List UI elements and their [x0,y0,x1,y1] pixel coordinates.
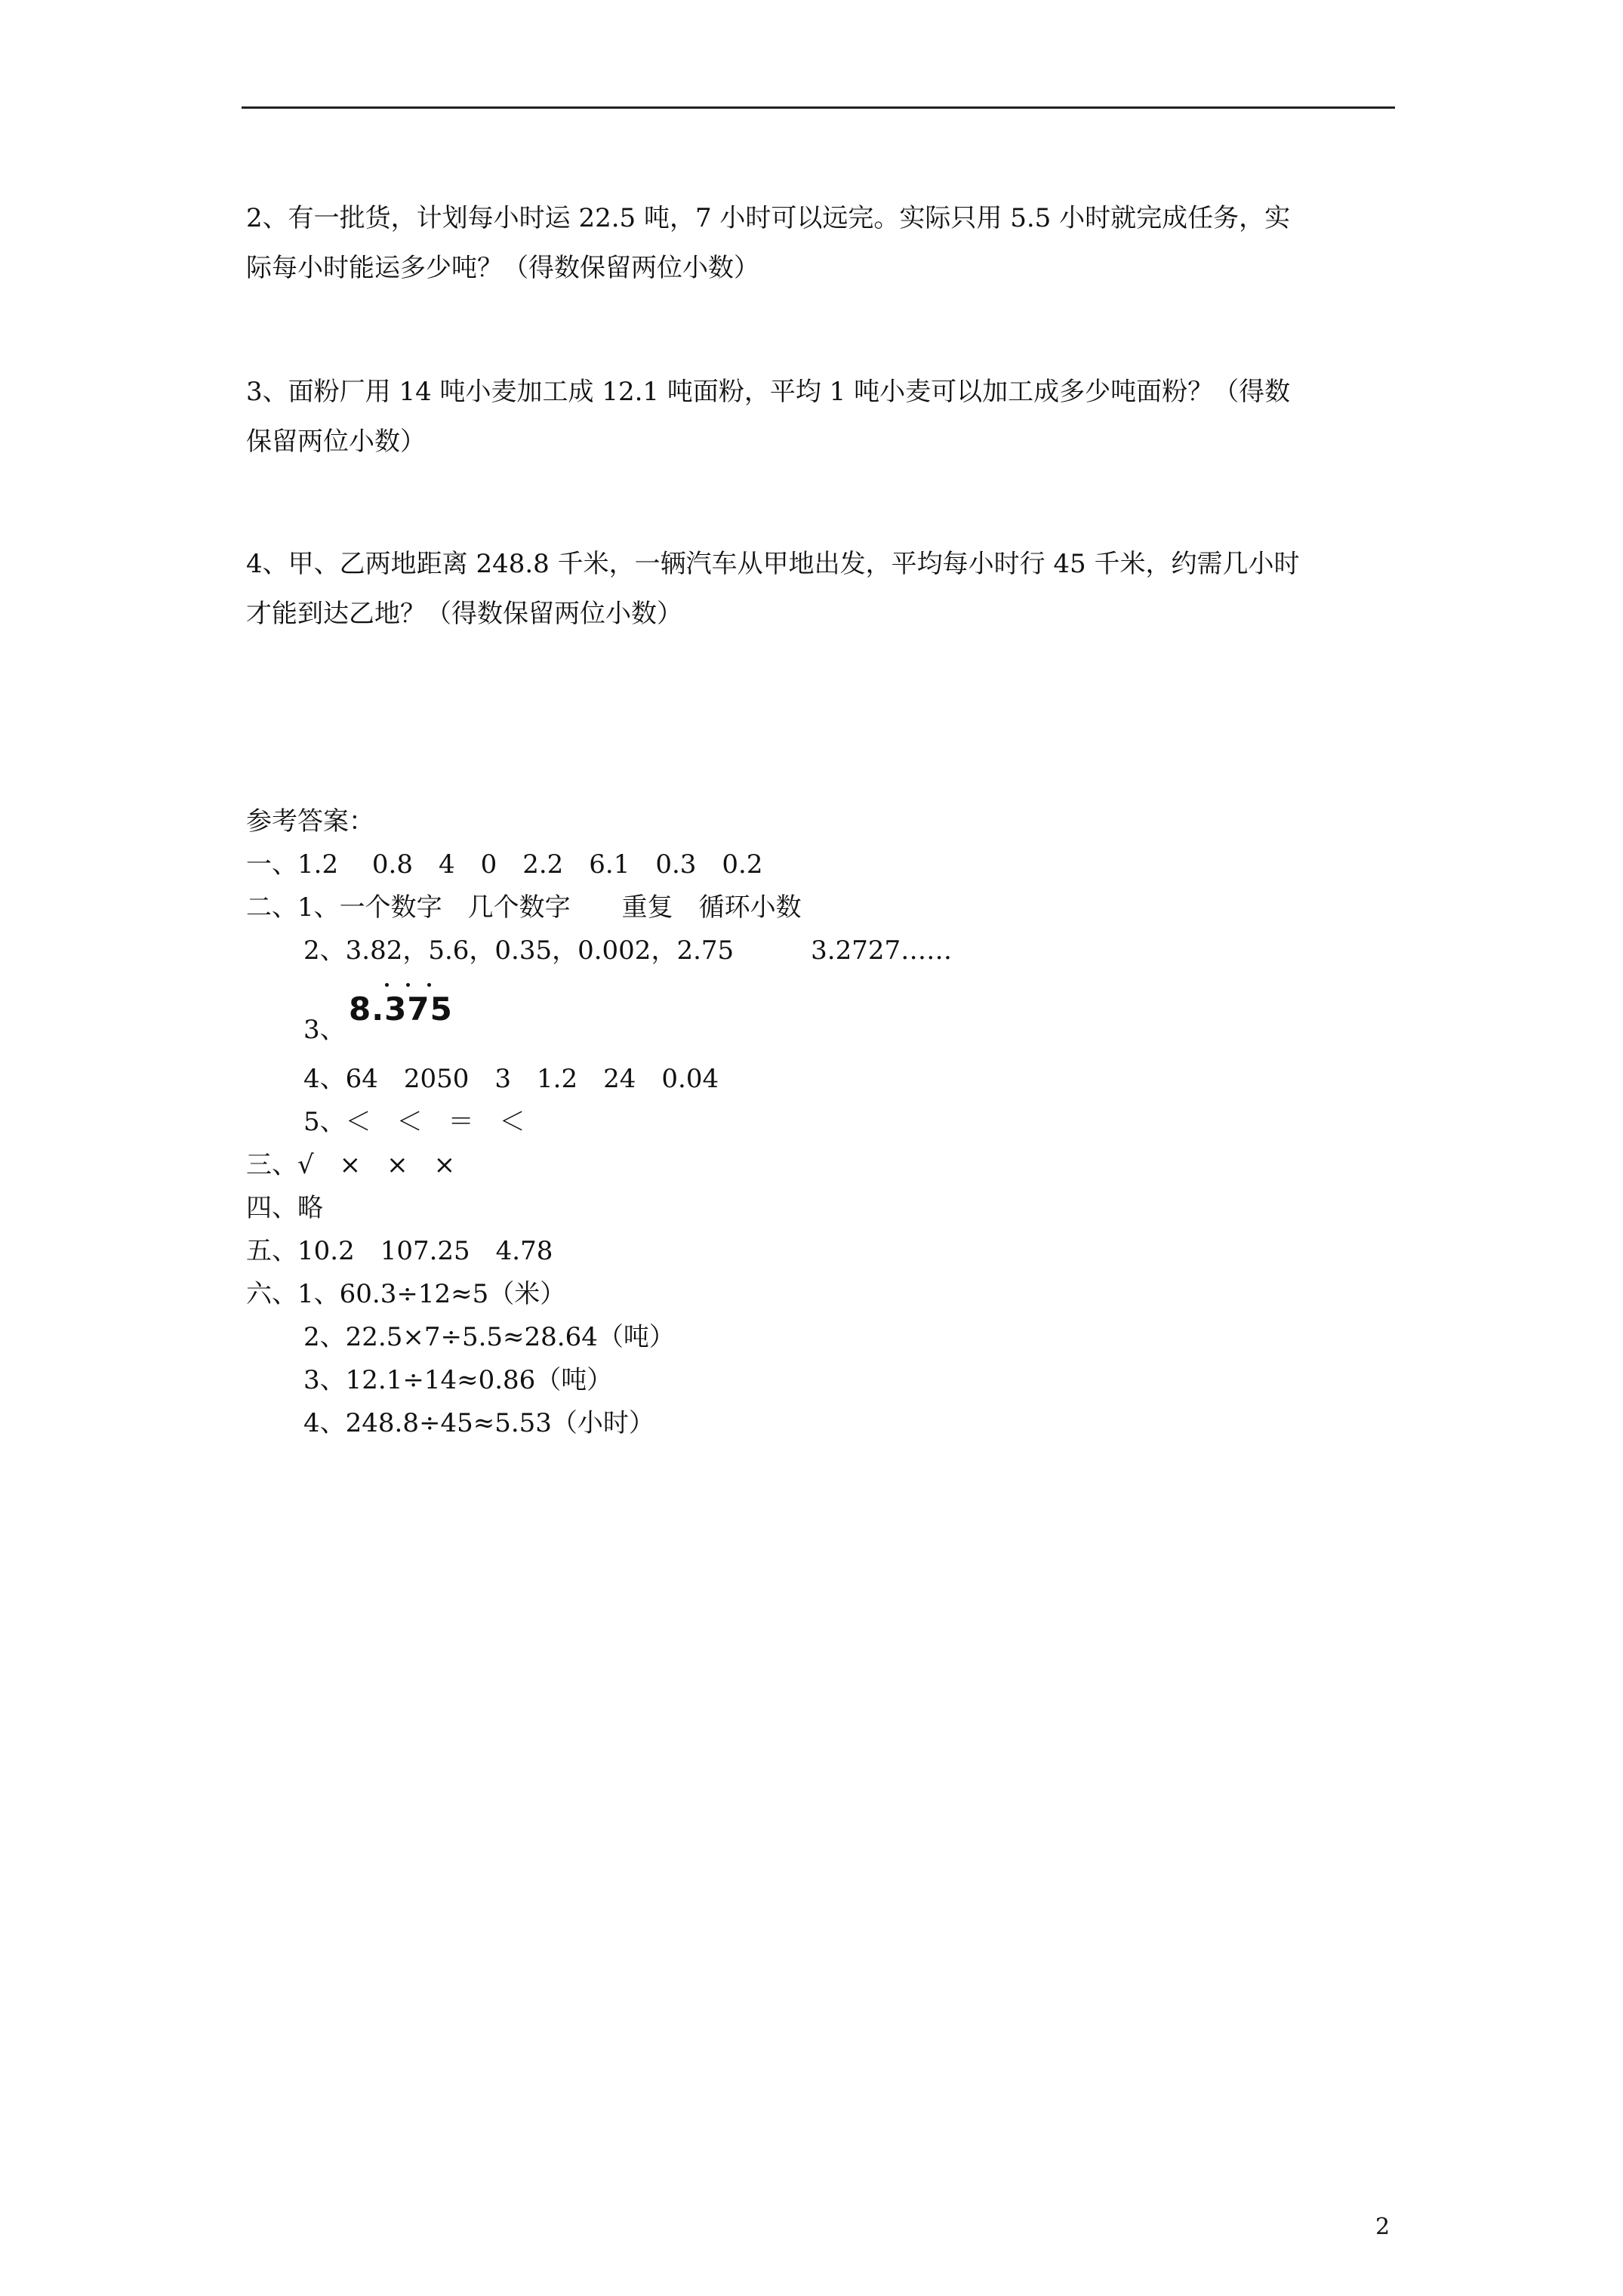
answer-section-5: 五、10.2 107.25 4.78 [246,1236,553,1266]
answer-section-6-2: 2、22.5×7÷5.5≈28.64（吨） [303,1322,675,1352]
problem-3 [246,367,1394,467]
problem-3-line-2: 保留两位小数） [246,427,426,457]
answer-section-2-1: 二、1、一个数字 几个数字 重复 循环小数 [246,892,802,923]
answer-section-4: 四、略 [246,1193,323,1223]
answer-section-3: 三、√ × × × [246,1150,456,1180]
repeat-dot-icon [427,983,431,987]
answer-section-1: 一、1.2 0.8 4 0 2.2 6.1 0.3 0.2 [246,849,763,880]
problem-4-line-1: 4、甲、乙两地距离 248.8 千米，一辆汽车从甲地出发，平均每小时行 45 千米，约需几小时 [246,549,1300,579]
problem-4 [246,539,1394,639]
header-rule [242,106,1395,109]
page-number: 2 [1375,2214,1390,2240]
repeating-decimal-value: 8.375 [349,991,453,1028]
problem-2-line-1: 2、有一批货，计划每小时运 22.5 吨，7 小时可以远完。实际只用 5.5 小时就完成任务，实 [246,203,1291,233]
problem-4-line-2: 才能到达乙地？（得数保留两位小数） [246,599,682,629]
answer-section-2-4: 4、64 2050 3 1.2 24 0.04 [303,1064,719,1094]
answer-section-6-3: 3、12.1÷14≈0.86（吨） [303,1365,613,1395]
answer-section-6-4: 4、248.8÷45≈5.53（小时） [303,1408,654,1438]
answer-section-2-5: 5、＜ ＜ ＝ ＜ [303,1107,525,1137]
problem-2-line-2: 际每小时能运多少吨？（得数保留两位小数） [246,253,759,283]
answer-section-6-1: 六、1、60.3÷12≈5（米） [246,1279,566,1309]
answer-section-2-2: 2、3.82，5.6，0.35，0.002，2.75 3.2727…… [303,935,953,966]
repeat-dot-icon [385,983,389,987]
repeat-dot-icon [406,983,410,987]
repeating-decimal-figure [349,991,453,1028]
problem-3-line-1: 3、面粉厂用 14 吨小麦加工成 12.1 吨面粉，平均 1 吨小麦可以加工成多少吨面粉？（得数 [246,377,1291,407]
problem-2 [246,193,1394,293]
answer-section-2-3-label: 3、 [303,1015,346,1045]
answer-heading: 参考答案： [246,806,374,837]
